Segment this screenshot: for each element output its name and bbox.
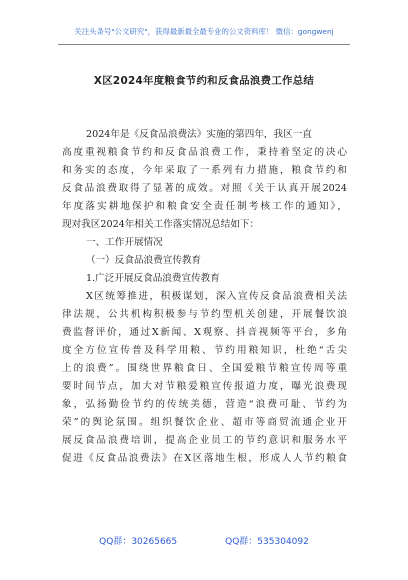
paragraph-line: 高度重视粮食节约和反食品浪费工作，秉持着坚定的决心 (62, 147, 347, 158)
footer-contacts (0, 534, 408, 547)
paragraph-line: 象，弘扬勤俭节约的传统美德，营造“浪费可耻、节约为 (62, 399, 347, 410)
document-title: X区2024年度粮食节约和反食品浪费工作总结 (93, 75, 315, 87)
paragraph-line: 律法规，公共机构积极参与节约型机关创建，开展餐饮浪 (62, 309, 347, 320)
paragraph-line: 反食品浪费取得了显著的成效。对照《关于认真开展2024 (62, 183, 347, 194)
subsection-heading: （一）反食品浪费宣传教育 (86, 255, 202, 266)
footer-qq-group-2: QQ群：535304092 (225, 537, 309, 547)
paragraph-line: 荣”的舆论氛围。组织餐饮企业、超市等商贸流通企业开 (62, 417, 347, 428)
footer-qq-group-1: QQ群：30265665 (99, 537, 178, 547)
paragraph-line: 要时间节点，加大对节粮爱粮宣传报道力度，曝光浪费现 (62, 381, 347, 392)
paragraph-line: 展反食品浪费培训，提高企业员工的节约意识和服务水平 (62, 435, 347, 446)
item-heading: 1.广泛开展反食品浪费宣传教育 (86, 273, 220, 284)
paragraph-line: 上的浪费”。围绕世界粮食日、全国爱粮节粮宣传周等重 (62, 363, 347, 374)
paragraph-line: 和务实的态度，今年采取了一系列有力措施，粮食节约和 (62, 165, 347, 176)
header-divider (58, 44, 350, 45)
paragraph-line: 促进《反食品浪费法》在X区落地生根，形成人人节约粮食 (62, 453, 347, 464)
paragraph-line: 费监督评价，通过X新闻、X观察、抖音视频等平台，多角 (62, 327, 347, 338)
paragraph-line: X区统筹推进，积极谋划，深入宣传反食品浪费相关法 (86, 291, 347, 302)
section-heading: 一、工作开展情况 (86, 237, 163, 248)
header-banner: 关注头条号"公文研究"，获得最新最全最专业的公文资料库！ 微信：gongwenj (74, 27, 334, 36)
paragraph-line: 2024年是《反食品浪费法》实施的第四年，我区一直 (86, 129, 312, 140)
paragraph-line: 年度落实耕地保护和粮食安全责任制考核工作的通知》， (62, 201, 347, 212)
paragraph-line: 现对我区2024年相关工作落实情况总结如下： (62, 219, 260, 230)
paragraph-line: 度全方位宣传普及科学用粮、节约用粮知识，杜绝“舌尖 (62, 345, 347, 356)
